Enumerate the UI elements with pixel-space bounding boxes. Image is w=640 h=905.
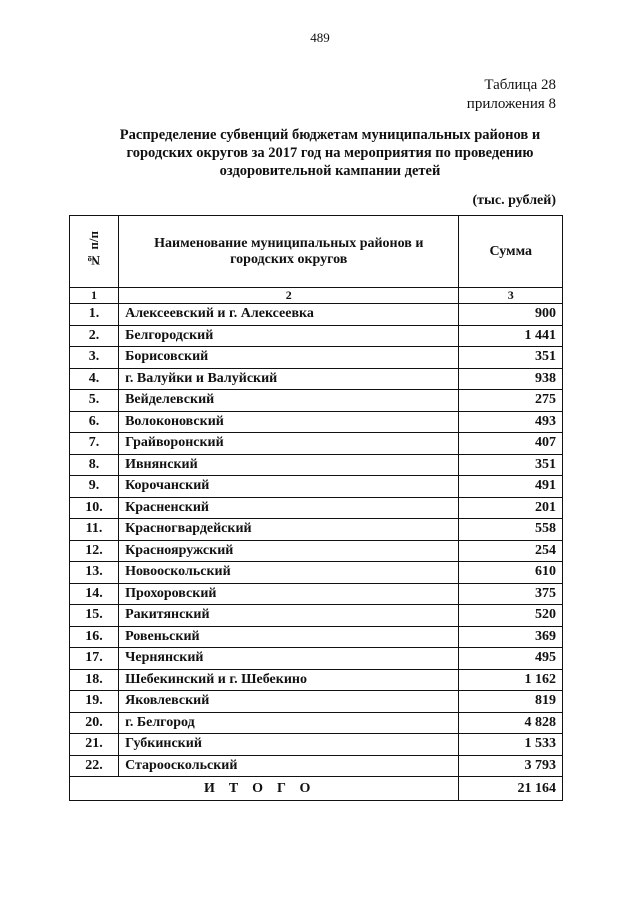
row-name: Красненский [119,497,459,519]
header-num-cell [70,216,119,288]
header-sum: Сумма [459,216,563,288]
row-name: Краснояружский [119,540,459,562]
row-num: 10. [70,497,119,519]
table-row [70,583,563,605]
row-sum: 1 441 [459,325,563,347]
row-sum: 275 [459,390,563,412]
header-row [70,216,563,288]
total-label: ИТОГО [70,777,459,801]
table-row [70,626,563,648]
total-sum: 21 164 [459,777,563,801]
row-num: 18. [70,669,119,691]
unit-label: (тыс. рублей) [472,193,556,208]
table-body [70,216,563,801]
row-name: Ровеньский [119,626,459,648]
table-row [70,669,563,691]
row-name: г. Белгород [119,712,459,734]
row-name: Шебекинский и г. Шебекино [119,669,459,691]
row-num: 3. [70,347,119,369]
row-num: 2. [70,325,119,347]
row-num: 8. [70,454,119,476]
table-row [70,712,563,734]
row-num: 20. [70,712,119,734]
row-sum: 493 [459,411,563,433]
header-name: Наименование муниципальных районов и городских округов [119,216,459,288]
row-sum: 610 [459,562,563,584]
row-sum: 558 [459,519,563,541]
table-row [70,562,563,584]
table-row [70,734,563,756]
subvention-table [69,215,563,801]
row-num: 6. [70,411,119,433]
table-row [70,691,563,713]
row-sum: 491 [459,476,563,498]
row-num: 13. [70,562,119,584]
row-sum: 254 [459,540,563,562]
table-row [70,540,563,562]
column-index: 3 [459,288,563,304]
row-sum: 3 793 [459,755,563,777]
row-num: 15. [70,605,119,627]
column-index: 1 [70,288,119,304]
row-num: 19. [70,691,119,713]
row-num: 4. [70,368,119,390]
table-row [70,368,563,390]
row-num: 17. [70,648,119,670]
row-sum: 900 [459,304,563,326]
row-name: Волоконовский [119,411,459,433]
column-index: 2 [119,288,459,304]
row-sum: 407 [459,433,563,455]
title-line2: городских округов за 2017 год на мероприятия по проведению [126,145,534,161]
page-number: 489 [310,30,330,45]
row-num: 21. [70,734,119,756]
header-num: № п/п [86,230,102,268]
table-row [70,433,563,455]
row-sum: 351 [459,454,563,476]
row-num: 7. [70,433,119,455]
row-num: 9. [70,476,119,498]
row-name: Грайворонский [119,433,459,455]
table-reference [467,76,556,114]
row-num: 1. [70,304,119,326]
row-sum: 1 533 [459,734,563,756]
row-name: Ивнянский [119,454,459,476]
row-name: Борисовский [119,347,459,369]
row-name: Алексеевский и г. Алексеевка [119,304,459,326]
row-name: Ракитянский [119,605,459,627]
row-num: 16. [70,626,119,648]
row-num: 11. [70,519,119,541]
table-row [70,519,563,541]
row-sum: 201 [459,497,563,519]
table-row [70,347,563,369]
row-name: Старооскольский [119,755,459,777]
row-sum: 369 [459,626,563,648]
row-name: Прохоровский [119,583,459,605]
row-sum: 351 [459,347,563,369]
row-name: Новооскольский [119,562,459,584]
title-line1: Распределение субвенций бюджетам муниципальных районов и [119,127,541,143]
row-name: Корочанский [119,476,459,498]
document-title [70,126,590,180]
table-row [70,390,563,412]
row-sum: 375 [459,583,563,605]
title-line3: оздоровительной кампании детей [219,163,441,179]
row-num: 12. [70,540,119,562]
table-row [70,648,563,670]
total-row [70,777,563,801]
table-row [70,325,563,347]
row-sum: 1 162 [459,669,563,691]
table-ref-line2: приложения 8 [466,96,556,112]
row-name: Вейделевский [119,390,459,412]
column-index-row [70,288,563,304]
row-num: 22. [70,755,119,777]
table-row [70,497,563,519]
row-sum: 520 [459,605,563,627]
row-num: 5. [70,390,119,412]
row-name: Красногвардейский [119,519,459,541]
table-row [70,304,563,326]
table-row [70,454,563,476]
row-sum: 819 [459,691,563,713]
row-sum: 495 [459,648,563,670]
row-name: Чернянский [119,648,459,670]
row-num: 14. [70,583,119,605]
table-ref-line1: Таблица 28 [484,77,556,93]
row-name: Губкинский [119,734,459,756]
row-name: Белгородский [119,325,459,347]
row-sum: 938 [459,368,563,390]
table-row [70,476,563,498]
table-row [70,411,563,433]
table-row [70,605,563,627]
row-name: г. Валуйки и Валуйский [119,368,459,390]
table-row [70,755,563,777]
row-name: Яковлевский [119,691,459,713]
row-sum: 4 828 [459,712,563,734]
